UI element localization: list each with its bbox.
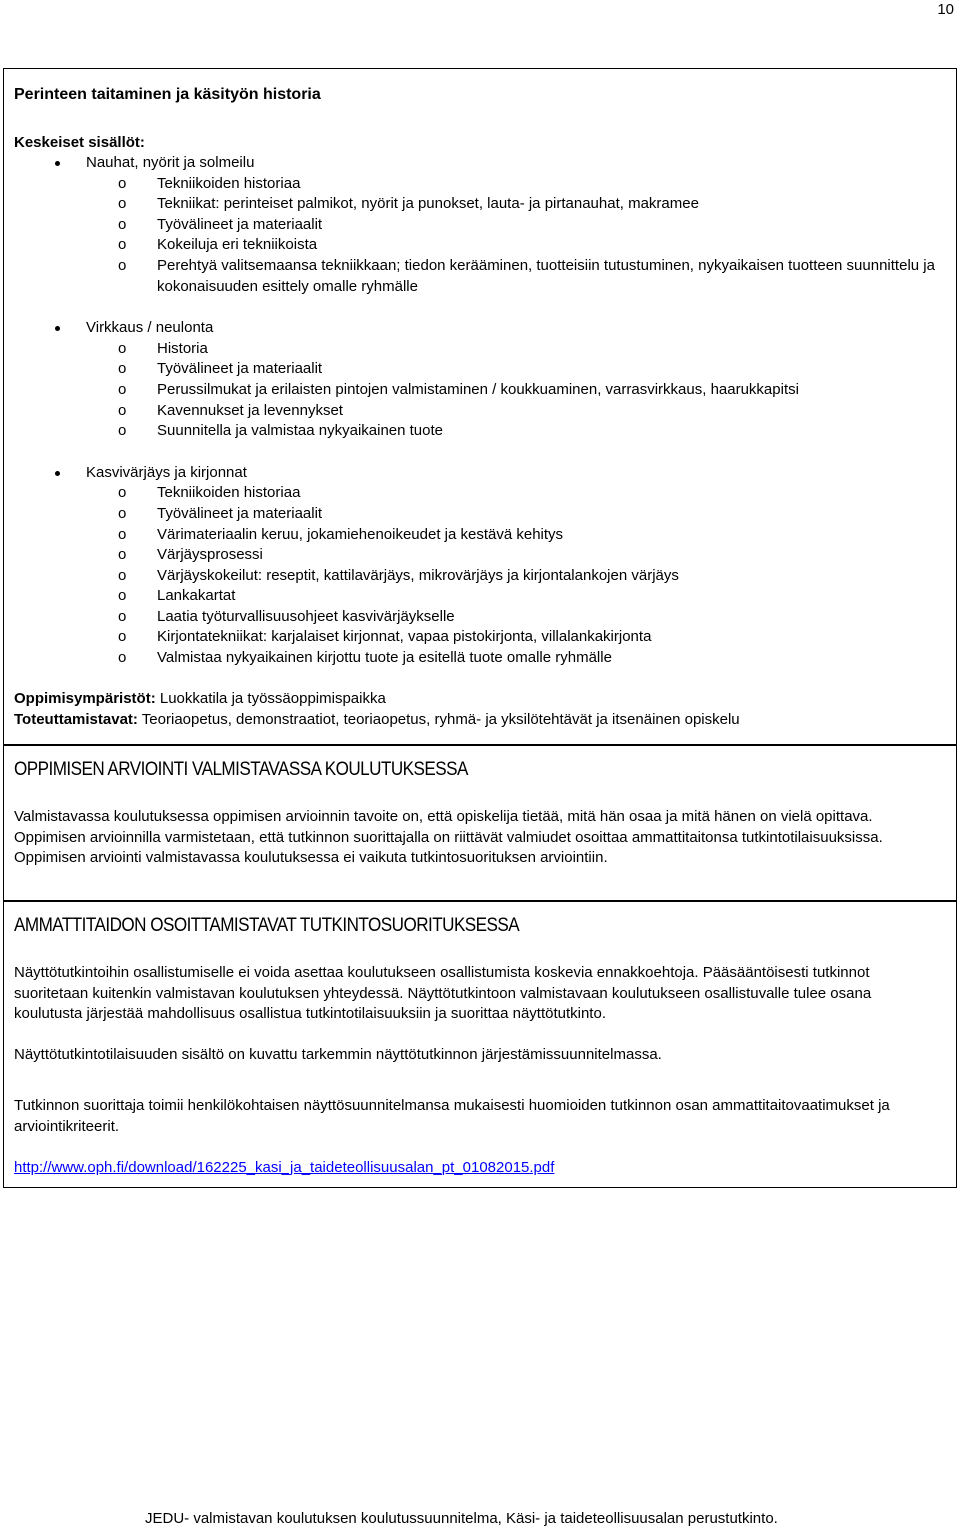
sub-item: o Työvälineet ja materiaalit: [86, 359, 944, 380]
oppimis-text: Luokkatila ja työssäoppimispaikka: [155, 690, 386, 707]
paragraph-sisalto: Näyttötutkintotilaisuuden sisältö on kuvattu tarkemmin näyttötutkinnon järjestämissuunnitelmassa.: [14, 1046, 662, 1063]
oppimisymparistot-line: [14, 689, 942, 710]
sub-list: [86, 483, 944, 668]
section-divider: [4, 900, 956, 902]
sub-list: [86, 174, 944, 298]
oppimis-label: Oppimisympäristöt:: [14, 690, 156, 707]
sub-item: o Suunnitella ja valmistaa nykyaikainen tuote: [86, 421, 944, 442]
sub-item: o Tekniikoiden historiaa: [86, 483, 944, 504]
sub-item: o Kokeiluja eri tekniikoista: [86, 235, 944, 256]
oph-link[interactable]: http://www.oph.fi/download/162225_kasi_ja_taideteollisuusalan_pt_01082015.pdf: [14, 1159, 555, 1176]
sub-item: o Historia: [86, 339, 944, 360]
sub-item: o Värjäysprosessi: [86, 545, 944, 566]
bullet-item: [14, 318, 944, 442]
paragraph-suorittaja: Tutkinnon suorittaja toimii henkilökohtaisen näyttösuunnitelmansa mukaisesti huomioiden tutkinnon osan ammattitaitovaatimukset ja arviointikriteerit.: [14, 1097, 890, 1135]
bullet-item: [14, 463, 944, 669]
content-frame: [3, 68, 957, 1188]
sub-item: o Työvälineet ja materiaalit: [86, 504, 944, 525]
toteutus-text: Teoriaopetus, demonstraatiot, teoriaopetus, ryhmä- ja yksilötehtävät ja itsenäinen opiskelu: [137, 711, 740, 728]
sub-item: o Perehtyä valitsemaansa tekniikkaan; tiedon kerääminen, tuotteisiin tutustuminen, nykyaikaisen tuotteen suunnittelu ja kokonaisuuden esittely omalle ryhmälle: [86, 256, 944, 297]
toteutus-label: Toteuttamistavat:: [14, 711, 138, 728]
paragraph-arviointi: Valmistavassa koulutuksessa oppimisen arvioinnin tavoite on, että opiskelija tietää, mitä hän osaa ja mitä hänen on vielä opittava. Oppimisen arvioinnilla varmistetaan, että tutkinnon suorittajalla on riittävät valmiudet osoittaa ammattitaitonsa tutkintotilaisuuksissa. Oppimisen arviointi valmistavassa koulutuksessa ei vaikuta tutkintosuorituksen arviointiin.: [14, 808, 883, 867]
sub-item: o Lankakartat: [86, 586, 944, 607]
sub-item: o Värimateriaalin keruu, jokamiehenoikeudet ja kestävä kehitys: [86, 525, 944, 546]
bullet-item: [14, 153, 944, 297]
footer-text: JEDU- valmistavan koulutuksen koulutussuunnitelma, Käsi- ja taideteollisuusalan perustutkinto.: [145, 1510, 778, 1527]
sub-item: o Kavennukset ja levennykset: [86, 401, 944, 422]
sub-list: [86, 339, 944, 442]
section-title: Perinteen taitaminen ja käsityön historia: [14, 86, 321, 103]
sub-item: o Tekniikat: perinteiset palmikot, nyörit ja punokset, lauta- ja pirtanauhat, makramee: [86, 194, 944, 215]
sub-item: o Kirjontatekniikat: karjalaiset kirjonnat, vapaa pistokirjonta, villalankakirjonta: [86, 627, 944, 648]
page-number: 10: [937, 1, 954, 18]
sub-item: o Värjäyskokeilut: reseptit, kattilavärjäys, mikrovärjäys ja kirjontalankojen värjäys: [86, 566, 944, 587]
heading-arviointi: OPPIMISEN ARVIOINTI VALMISTAVASSA KOULUTUKSESSA: [14, 759, 468, 780]
content-list: [14, 153, 944, 669]
paragraph-osoittamistavat: Näyttötutkintoihin osallistumiselle ei voida asettaa koulutukseen osallistumista koskevia ennakkoehtoja. Pääsääntöisesti tutkinnot suoritetaan kuitenkin valmistavan koulutuksen yhteydessä. Näyttötutkintoon valmistavaan koulutukseen osallistuvalle tulee osana koulutusta järjestää mahdollisuus osallistua tutkintotilaisuuksiin ja suorittaa näyttötutkinto.: [14, 964, 872, 1023]
link-line: [14, 1158, 942, 1179]
sub-item: o Työvälineet ja materiaalit: [86, 215, 944, 236]
sub-item: o Laatia työturvallisuusohjeet kasvivärjäykselle: [86, 607, 944, 628]
toteuttamistavat-line: [14, 710, 942, 731]
bullet-label: Nauhat, nyörit ja solmeilu: [86, 154, 255, 171]
keskeiset-label: Keskeiset sisällöt:: [14, 134, 145, 151]
sub-item: o Tekniikoiden historiaa: [86, 174, 944, 195]
heading-osoittamistavat: AMMATTITAIDON OSOITTAMISTAVAT TUTKINTOSUORITUKSESSA: [14, 915, 520, 936]
section-divider: [4, 744, 956, 746]
sub-item: o Valmistaa nykyaikainen kirjottu tuote ja esitellä tuote omalle ryhmälle: [86, 648, 944, 669]
bullet-label: Kasvivärjäys ja kirjonnat: [86, 463, 247, 481]
sub-item: o Perussilmukat ja erilaisten pintojen valmistaminen / koukkuaminen, varrasvirkkaus, haarukkapitsi: [86, 380, 944, 401]
bullet-label: Virkkaus / neulonta: [86, 319, 214, 337]
